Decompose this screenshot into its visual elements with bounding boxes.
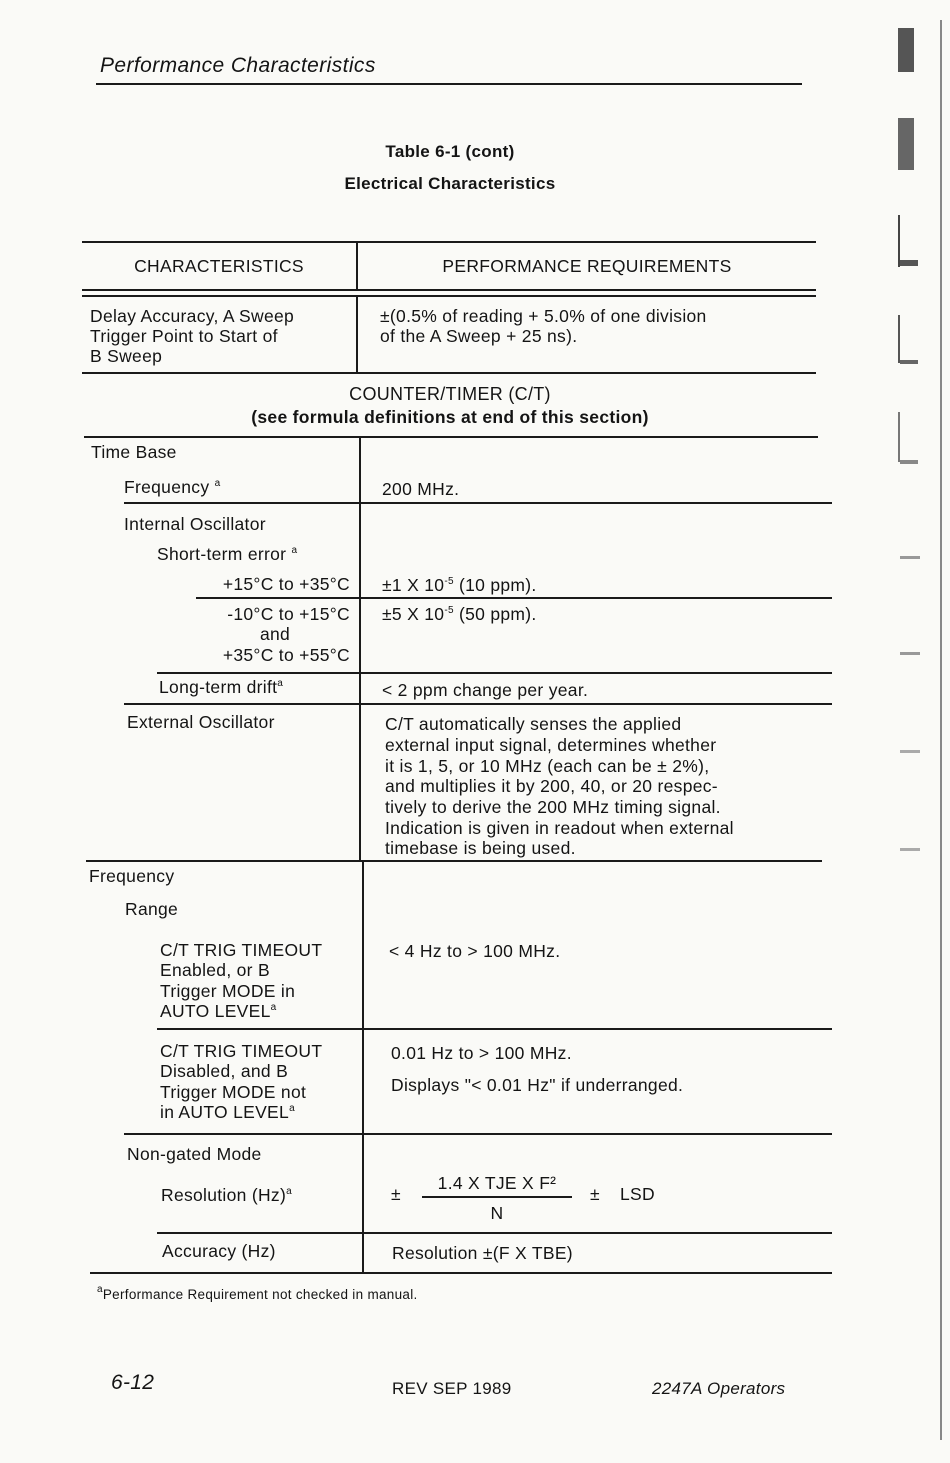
ext-desc-2: external input signal, determines whether	[385, 735, 717, 755]
range1-rule	[157, 1028, 832, 1030]
temp2-label-c: +35°C to +55°C	[222, 645, 350, 665]
manual-name: 2247A Operators	[652, 1379, 786, 1398]
edge-tab-mark	[900, 848, 920, 851]
range1-line-4: AUTO LEVEL$^a$	[160, 1001, 277, 1021]
frequency-section-label: Frequency	[89, 866, 175, 886]
page-number: 6-12	[111, 1371, 155, 1394]
delay-char-2: Trigger Point to Start of	[90, 326, 278, 346]
delay-req-1: ±(0.5% of reading + 5.0% of one division	[380, 306, 707, 326]
ct-rule	[84, 436, 818, 438]
range2-line-4: in AUTO LEVEL$^a$	[160, 1102, 295, 1122]
resolution-label: Resolution $(Hz)^a$	[161, 1185, 292, 1205]
range1-line-1: C/T TRIG TIMEOUT	[160, 940, 323, 960]
formula-plus-minus-1: ±	[391, 1184, 401, 1204]
table-subtitle: Electrical Characteristics	[344, 174, 556, 193]
delay-bottom-rule	[82, 372, 816, 374]
long-term-label: Long-term drift$^a$	[159, 677, 284, 697]
range2-value-2: Displays "< 0.01 Hz" if underranged.	[391, 1075, 684, 1095]
edge-tab-mark	[900, 556, 920, 559]
running-header: Performance Characteristics	[100, 54, 376, 77]
table-top-rule	[82, 241, 816, 243]
ext-desc-5: tively to derive the 200 MHz timing signal.	[385, 797, 721, 817]
page-edge-line	[940, 20, 942, 1440]
range1-value: < 4 Hz to > 100 MHz.	[389, 941, 561, 961]
delay-req-2: of the A Sweep + 25 ns).	[380, 326, 578, 346]
temp2-label-b: and	[259, 624, 291, 644]
footnote: $^a$Performance Requirement not checked in manual.	[97, 1284, 418, 1302]
resolution-rule	[157, 1232, 832, 1234]
edge-tab-mark	[900, 360, 918, 364]
range2-line-2: Disabled, and B	[160, 1061, 289, 1081]
ext-desc-3: it is 1, 5, or 10 MHz (each can be ± 2%),	[385, 756, 710, 776]
range2-line-3: Trigger MODE not	[160, 1082, 307, 1102]
range-label: Range	[125, 899, 179, 919]
time-base-label: Time Base	[91, 442, 177, 462]
header-rule-2	[82, 295, 816, 297]
frequency-rule	[124, 502, 832, 504]
table-title: Table 6-1 (cont)	[385, 142, 515, 161]
internal-osc-label: Internal Oscillator	[124, 514, 266, 534]
formula-lsd: LSD	[620, 1184, 655, 1204]
col-requirements: PERFORMANCE REQUIREMENTS	[442, 256, 732, 276]
ct-subheading: (see formula definitions at end of this section)	[251, 407, 649, 427]
edge-tab-mark	[898, 315, 900, 363]
edge-tab-mark	[900, 260, 918, 266]
accuracy-value: Resolution ±(F X TBE)	[392, 1243, 573, 1263]
temp2-label-a: -10°C to +15°C	[227, 604, 350, 624]
delay-char-1: Delay Accuracy, A Sweep	[90, 306, 295, 326]
delay-char-3: B Sweep	[90, 346, 163, 366]
short-term-label: Short-term error $^a$	[157, 544, 298, 564]
header-rule	[96, 83, 802, 85]
timebase-divider	[359, 436, 361, 861]
temp2-rule	[157, 672, 832, 674]
temp2-value: ±5 X $10^{-5}$ (50 ppm).	[382, 604, 537, 624]
frequency-value: 200 MHz.	[382, 479, 460, 499]
temp1-label: +15°C to +35°C	[222, 574, 350, 594]
frequency-divider	[362, 860, 364, 1272]
range2-value-1: 0.01 Hz to > 100 MHz.	[391, 1043, 572, 1063]
ct-heading: COUNTER/TIMER (C/T)	[349, 384, 551, 404]
formula-denominator: N	[490, 1203, 504, 1223]
col-characteristics: CHARACTERISTICS	[134, 256, 304, 276]
non-gated-label: Non-gated Mode	[127, 1144, 262, 1164]
edge-tab-mark	[900, 750, 920, 753]
ext-desc-1: C/T automatically senses the applied	[385, 714, 682, 734]
ext-desc-6: Indication is given in readout when external	[385, 818, 734, 838]
edge-tab-mark	[898, 412, 900, 462]
long-term-rule	[124, 703, 832, 705]
long-term-value: < 2 ppm change per year.	[382, 680, 589, 700]
formula-plus-minus-2: ±	[590, 1184, 600, 1204]
table-bottom-rule	[90, 1272, 832, 1274]
frequency-label: Frequency $^a$	[124, 477, 221, 497]
edge-tab-mark	[898, 118, 914, 170]
ext-desc-7: timebase is being used.	[385, 838, 576, 858]
revision: REV SEP 1989	[392, 1379, 512, 1398]
timebase-bottom-rule	[86, 860, 822, 862]
edge-tab-mark	[900, 652, 920, 655]
range2-line-1: C/T TRIG TIMEOUT	[160, 1041, 323, 1061]
ext-desc-4: and multiplies it by 200, 40, or 20 respec-	[385, 776, 718, 796]
edge-tab-mark	[900, 460, 918, 464]
external-osc-label: External Oscillator	[127, 712, 275, 732]
header-rule-1	[82, 289, 816, 291]
range1-line-2: Enabled, or B	[160, 960, 270, 980]
delay-divider	[356, 296, 358, 372]
formula-fraction-bar	[422, 1196, 572, 1198]
temp1-value: ±1 X $10^{-5}$ (10 ppm).	[382, 575, 537, 595]
temp1-rule	[196, 597, 832, 599]
accuracy-label: Accuracy (Hz)	[162, 1241, 276, 1261]
formula-numerator: 1.4 X TJE X F²	[437, 1173, 557, 1193]
range2-rule	[124, 1133, 832, 1135]
edge-tab-mark	[898, 28, 914, 72]
range1-line-3: Trigger MODE in	[160, 981, 296, 1001]
